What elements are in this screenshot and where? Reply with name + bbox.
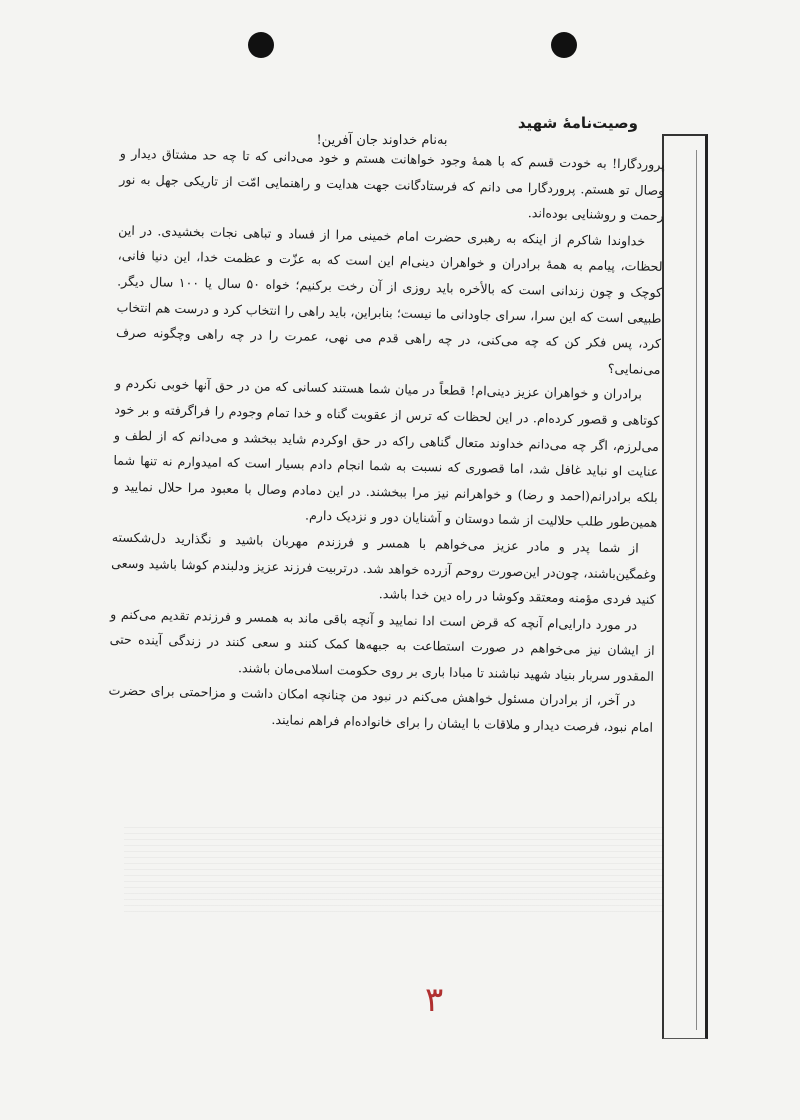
paragraph: در مورد دارایی‌ام آنچه که قرض است ادا نمایید و آنچه باقی ماند به همسر و فرزندم تقدیم می‌کنم و از ایشان نیز می‌خواهم در صورت استطاعت به جبهه‌ها کمک کنند و سعی کنند در زندگی آینده حتی المقدور سربار بنیاد شهید نباشند تا مبادا باری بر روی حکومت اسلامی‌مان باشند. — [109, 606, 655, 684]
stacked-sheet-edge-inner — [676, 150, 697, 1030]
paragraph: در آخر، از برادران مسئول خواهش می‌کنم در نبود من چنانچه امکان داشت و مزاحمتی برای حضرت امام نبود، فرصت دیدار و ملاقات با ایشان را برای خانواده‌ام فراهم نمایند. — [108, 682, 654, 735]
paragraph: پروردگارا! به خودت قسم که با همهٔ وجود خواهانت هستم و خود می‌دانی که تا چه حد مشتاق دیدار و وصال تو هستم. پروردگارا می دانم که فرستادگانت جهت هدایت و راهنمایی امّت از تاریکی جهل به نور رحمت و روشنایی بوده‌اند. — [119, 145, 665, 224]
document-body — [108, 141, 665, 741]
page-number: ۳ — [425, 980, 444, 1020]
document-title: وصیت‌نامهٔ شهید — [517, 114, 638, 132]
faint-bleed-through-text — [124, 822, 664, 912]
punch-hole-right — [551, 32, 577, 58]
paragraph: برادران و خواهران عزیز دینی‌ام! قطعاً در میان شما هستند کسانی که من در حق آنها خوبی نکردم و کوتاهی و قصور کرده‌ام. در این لحظات که ترس از عقوبت گناه و خدا تمام وجودم را فراگرفته و بر خود می‌لرزم، اگر چه می‌دانم خداوند متعال گناهی راکه در حق اوکردم شاید ببخشد و می‌دانم که از لطف و عنایت او نباید غافل شد، اما قصوری که نسبت به شما انجام دادم بسیار است که امیدوارم نه تنها شما بلکه برادرانم(احمد و رضا) و خواهرانم نیز مرا ببخشند. در این دمادم وصال با معبود مرا حلال نمایید و همین‌طور طلب حلالیت از شما دوستان و آشنایان دور و نزدیک دارم. — [112, 375, 660, 531]
punch-hole-left — [248, 32, 274, 58]
paragraph: خداوندا شاکرم از اینکه به رهبری حضرت امام خمینی مرا از فساد و تباهی نجات بخشیدی. در این لحظات، پیامم به همهٔ برادران و خواهران دینی‌ام این است که به عزّت و عظمت خدا، این دنیا فانی، کوچک و چون زندانی است که بالأخره باید روزی از آن رخت بر‌کنیم؛ خواه ۵۰ سال یا ۱۰۰ سال دیگر. طبیعی است که این سرا، سرای جاودانی ما نیست؛ بنابراین، باید راهی را انتخاب کرد و درست هم انتخاب کرد، پس فکر کن که چه می‌کنی، در چه راهی قدم می نهی، عمرت را در چه راهی وچگونه صرف می‌نمایی؟ — [115, 222, 663, 377]
paragraph: از شما پدر و مادر عزیز می‌خواهم با همسر و فرزندم مهربان باشید و نگذارید دل‌شکسته وغمگین‌باشند، چون‌در این‌صورت روحم آزرده خواهد شد. درتربیت فرزند عزیز ودلبندم کوشا باشید وسعی کنید فردی مؤمنه ومعتقد وکوشا در راه دین خدا باشد. — [111, 529, 657, 607]
invocation-line: به‌نام خداوند جان آفرین! — [316, 133, 448, 148]
